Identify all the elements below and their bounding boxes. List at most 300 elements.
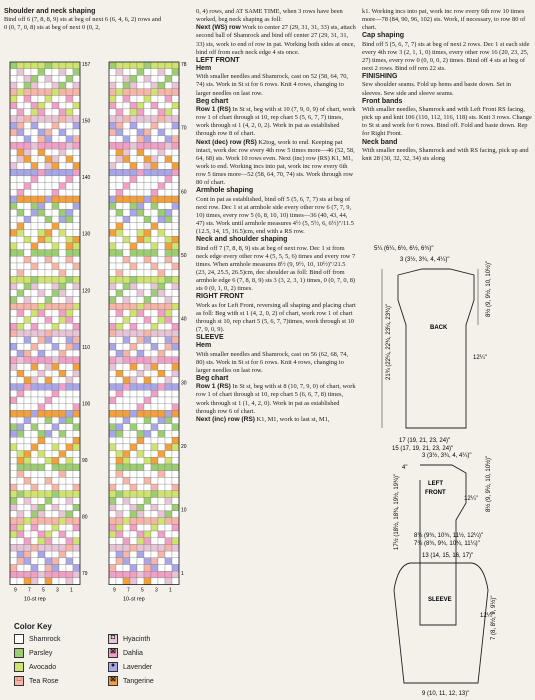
color-key-grid [14,634,194,686]
chart-cell [172,377,179,384]
chart-cell [73,236,80,243]
chart-cell [38,62,45,69]
chart-cell [66,122,73,129]
chart-cell [73,531,80,538]
chart-cell [52,390,59,397]
chart-cell [52,243,59,250]
chart-cell [137,250,144,257]
chart-cell [17,384,24,391]
chart-cell [52,263,59,270]
chart-cell [116,283,123,290]
chart-cell [31,142,38,149]
chart-cell [38,551,45,558]
chart-cell [24,544,31,551]
chart-cell [66,337,73,344]
chart-cell [10,377,17,384]
chart-cell [165,196,172,203]
chart-cell [66,263,73,270]
chart-cell [31,337,38,344]
chart-cell [24,297,31,304]
section-heading: RIGHT FRONT [196,293,244,301]
chart-cell [66,484,73,491]
chart-cell [24,457,31,464]
chart-cell [45,317,52,324]
chart-cell [158,89,165,96]
chart-cell [73,149,80,156]
chart-cell [130,270,137,277]
chart-cell [52,196,59,203]
chart-cell [151,276,158,283]
paragraph: Bind off 5 (5, 6, 7, 7) sts at beg of next 2 rows. Dec 1 st each side every 4th row 3 (2, 1, 1, 0) times, every other row 16 (20, 23, 25, 27) times, every row 0 (0, 0, 0, 2) times. Bind off 4 sts at beg of next 2 rows. Bind off rem 22 sts. [362,40,530,73]
chart-cell [73,283,80,290]
chart-cell [130,444,137,451]
chart-cell [38,283,45,290]
chart-cell [116,163,123,170]
chart-cell [172,276,179,283]
chart-cell [17,451,24,458]
chart-cell [38,176,45,183]
back-neck-measure: 5¼ (6¼, 6½, 6½, 6¾)" [374,246,434,252]
chart-cell [137,330,144,337]
chart-cell [123,209,130,216]
chart-cell [38,558,45,565]
chart-cell [109,424,116,431]
chart-cell [130,290,137,297]
chart-cell [123,531,130,538]
chart-cell [123,571,130,578]
chart-cell [151,149,158,156]
chart-cell [31,203,38,210]
chart-cell [165,397,172,404]
chart-cell [24,196,31,203]
chart-cell [38,491,45,498]
chart-cell [130,404,137,411]
chart-cell [151,310,158,317]
chart-cell [130,343,137,350]
chart-cell [31,424,38,431]
chart-cell [116,102,123,109]
back-width-in: 15 (17, 19, 21, 23, 24)" [392,446,454,452]
chart-cell [137,390,144,397]
chart-cell [17,410,24,417]
chart-cell [109,558,116,565]
chart-cell [144,276,151,283]
chart-cell [151,491,158,498]
chart-cell [144,524,151,531]
chart-cell [59,183,66,190]
chart-cell [130,551,137,558]
chart-cell [144,337,151,344]
chart-cell [59,370,66,377]
chart-cell [144,437,151,444]
chart-cell [172,297,179,304]
chart-cell [109,477,116,484]
chart-cell [17,149,24,156]
chart-cell [24,216,31,223]
chart-cell [66,370,73,377]
chart-cell [116,236,123,243]
chart-cell [38,317,45,324]
chart-cell [123,457,130,464]
chart-cell [45,504,52,511]
chart-cell [45,357,52,364]
chart-cell [123,196,130,203]
chart-cell [59,337,66,344]
chart-cell [137,256,144,263]
color-name: Hyacinth [123,635,151,643]
chart-cell [130,283,137,290]
chart-cell [52,431,59,438]
chart-cell [165,350,172,357]
chart-cell [130,498,137,505]
chart-cell [109,283,116,290]
chart-cell [24,69,31,76]
chart-cell [151,343,158,350]
chart-cell [130,122,137,129]
chart-cell [172,243,179,250]
chart-cell [151,330,158,337]
chart-cell [151,169,158,176]
back-hem-measure: 12¼" [473,355,487,361]
row-number: 20 [181,443,187,450]
chart-cell [144,250,151,257]
chart-cell [45,310,52,317]
step-text: In St st, beg with st 8 (10, 7, 9, 0) of chart, work row 1 of chart through st 10, rep chart 5 (6, 6, 7, 8) times, work through st 1 (1, 4, 2, 0). Work in pat as established through row 6 of chart. [196,383,356,415]
chart-cell [59,511,66,518]
chart-cell [38,343,45,350]
chart-cell [165,163,172,170]
chart-cell [31,290,38,297]
chart-cell [31,69,38,76]
chart-cell [17,176,24,183]
chart-cell [130,578,137,585]
chart-cell [66,364,73,371]
chart-cell [73,524,80,531]
chart-cell [10,149,17,156]
chart-cell [158,424,165,431]
chart-cell [116,491,123,498]
chart-cell [109,276,116,283]
chart-cell [116,565,123,572]
color-swatch [14,676,24,686]
sleeve-top-measure: 13 (14, 15, 16, 17)" [422,553,474,559]
chart-cell [116,230,123,237]
chart-cell [158,102,165,109]
chart-cell [73,538,80,545]
chart-cell [59,310,66,317]
chart-cell [45,102,52,109]
chart-cell [59,384,66,391]
chart-cell [109,230,116,237]
shoulder-neck-text [4,8,164,32]
chart-cell [66,491,73,498]
chart-cell [45,169,52,176]
chart-cell [31,350,38,357]
chart-cell [158,498,165,505]
chart-cell [38,142,45,149]
chart-cell [165,330,172,337]
chart-cell [116,518,123,525]
chart-cell [123,169,130,176]
chart-cell [158,317,165,324]
chart-cell [66,544,73,551]
chart-cell [144,62,151,69]
chart-cell [24,250,31,257]
chart-cell [59,62,66,69]
chart-cell [172,189,179,196]
chart-cell [31,169,38,176]
chart-cell [10,189,17,196]
chart-cell [17,323,24,330]
chart-cell [151,578,158,585]
chart-cell [137,317,144,324]
color-name: Shamrock [29,635,61,643]
chart-cell [137,350,144,357]
chart-cell [31,404,38,411]
chart-cell [59,216,66,223]
chart-cell [31,236,38,243]
chart-cell [130,62,137,69]
back-side-measure: 21¾ (22¼, 22¾, 23¼, 23¾)" [386,303,392,380]
chart-cell [165,176,172,183]
chart-cell [66,410,73,417]
chart-cell [137,444,144,451]
chart-cell [116,82,123,89]
chart-cell [10,531,17,538]
chart-cell [24,89,31,96]
chart-cell [31,122,38,129]
chart-cell [137,323,144,330]
chart-cell [73,223,80,230]
chart-cell [38,544,45,551]
chart-cell [52,565,59,572]
chart-cell [123,565,130,572]
chart-cell [10,176,17,183]
garment-schematics [362,245,535,700]
chart-cell [151,464,158,471]
chart-cell [165,209,172,216]
row-number: 150 [82,118,91,125]
chart-cell [116,203,123,210]
chart-cell [17,317,24,324]
chart-cell [66,498,73,505]
chart-cell [116,276,123,283]
chart-cell [38,149,45,156]
chart-cell [123,370,130,377]
chart-cell [165,565,172,572]
chart-cell [24,303,31,310]
chart-cell [144,464,151,471]
chart-cell [130,531,137,538]
chart-cell [151,484,158,491]
chart-cell [130,243,137,250]
chart-cell [17,491,24,498]
chart-cell [158,122,165,129]
chart-cell [109,243,116,250]
chart-cell [45,163,52,170]
chart-cell [151,303,158,310]
chart-cell [73,444,80,451]
chart-cell [73,96,80,103]
chart-cell [158,169,165,176]
chart-cell [151,176,158,183]
chart-cell [52,96,59,103]
chart-cell [17,310,24,317]
chart-cell [158,75,165,82]
chart-cell [109,169,116,176]
chart-cell [144,544,151,551]
row-number: 70 [181,125,187,132]
chart-cell [158,565,165,572]
chart-cell [151,209,158,216]
chart-cell [31,578,38,585]
key-item [14,634,100,644]
chart-cell [158,163,165,170]
chart-cell [151,558,158,565]
chart-cell [24,417,31,424]
chart-cell [123,377,130,384]
chart-cell [17,243,24,250]
chart-cell [31,551,38,558]
chart-cell [45,350,52,357]
chart-cell [59,69,66,76]
chart-cell [10,437,17,444]
chart-cell [73,102,80,109]
chart-cell [158,404,165,411]
section-heading: Front bands [362,97,403,105]
chart-cell [137,498,144,505]
chart-cell [158,230,165,237]
chart-cell [123,263,130,270]
chart-cell [52,518,59,525]
chart-cell [137,169,144,176]
chart-cell [59,129,66,136]
chart-cell [151,498,158,505]
chart-cell [123,116,130,123]
chart-cell [109,511,116,518]
chart-cell [24,163,31,170]
chart-cell [158,96,165,103]
chart-cell [45,410,52,417]
chart-cell [158,417,165,424]
chart-cell [158,156,165,163]
chart-cell [73,290,80,297]
chart-cell [10,283,17,290]
chart-cell [24,477,31,484]
chart-cell [45,491,52,498]
chart-cell [144,518,151,525]
chart-cell [109,357,116,364]
chart-cell [59,431,66,438]
chart-cell [109,457,116,464]
front-hem-measure: 12¼" [464,496,478,502]
chart-cell [24,149,31,156]
chart-cell [123,156,130,163]
chart-cell [24,317,31,324]
chart-cell [31,62,38,69]
chart-cell [52,558,59,565]
chart-cell [45,290,52,297]
chart-cell [66,390,73,397]
chart-cell [10,484,17,491]
chart-cell [151,364,158,371]
chart-cell [144,410,151,417]
chart-cell [109,531,116,538]
chart-cell [45,565,52,572]
chart-cell [66,303,73,310]
chart-cell [144,290,151,297]
chart-cell [17,404,24,411]
chart-cell [59,464,66,471]
chart-cell [151,290,158,297]
chart-cell [116,216,123,223]
chart-cell [116,297,123,304]
chart-cell [172,471,179,478]
chart-cell [151,116,158,123]
chart-cell [109,518,116,525]
chart-cell [10,303,17,310]
chart-cell [130,136,137,143]
chart-cell [17,102,24,109]
chart-cell [24,437,31,444]
chart-cell [17,250,24,257]
chart-cell [45,109,52,116]
chart-cell [137,524,144,531]
chart-cell [158,364,165,371]
chart-cell [116,451,123,458]
chart-cell [144,236,151,243]
chart-cell [31,129,38,136]
chart-cell [123,431,130,438]
chart-cell [10,431,17,438]
chart-cell [109,290,116,297]
chart-cell [52,209,59,216]
chart-cell [66,424,73,431]
chart-cell [66,384,73,391]
chart-cell [24,404,31,411]
chart-cell [165,122,172,129]
row-number: 100 [82,401,91,408]
chart-cell [17,544,24,551]
chart-cell [45,424,52,431]
chart-cell [10,578,17,585]
chart-cell [10,136,17,143]
step-text: K2tog, work to end. Keeping pat intact, work dec row every 4th row 5 times more—46 (52, 58, 64, 68) sts. Work 10 rows even. Next (inc) row (RS) K1, M1, work to end. Working incs into pat, work inc row every 6th row 5 times more—52 (58, 64, 70, 74) sts. Work through row 80 of chart. [196,138,355,187]
chart-cell [59,404,66,411]
chart-cell [73,404,80,411]
chart-cell [123,578,130,585]
chart-cell [144,149,151,156]
chart-cell [123,551,130,558]
chart-cell [45,122,52,129]
chart-cell [137,290,144,297]
chart-cell [137,283,144,290]
chart-cell [165,578,172,585]
chart-cell [52,203,59,210]
chart-cell [38,471,45,478]
chart-cell [52,276,59,283]
chart-cell [17,183,24,190]
chart-cell [130,310,137,317]
chart-cell [66,377,73,384]
instructions-column-right [362,8,532,163]
front-label-1: LEFT [428,481,443,487]
chart-cell [151,243,158,250]
chart-cell [24,203,31,210]
chart-cell [144,431,151,438]
chart-cell [165,511,172,518]
chart-cell [130,390,137,397]
